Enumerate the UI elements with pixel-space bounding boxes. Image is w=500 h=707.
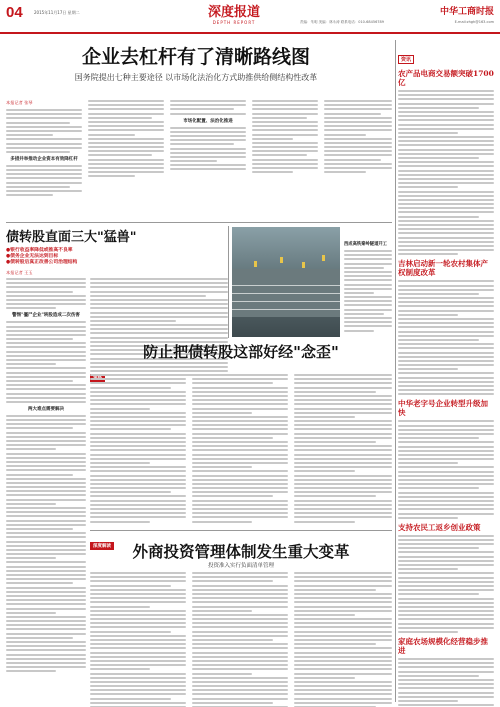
- page-number: 04: [6, 4, 23, 21]
- risk-col-2: [192, 374, 288, 525]
- news-brief-body: [398, 420, 494, 518]
- news-brief-body: [398, 90, 494, 255]
- editor-info: 责编：朱明 美编：林永涛 联系电话：010-68456789: [300, 20, 384, 24]
- issue-date: 2015年11月17日 星期二: [34, 10, 80, 15]
- news-brief-tag: 资讯: [398, 55, 414, 64]
- main-byline: 本报记者 张琴: [6, 100, 33, 105]
- main-subheadline: 国务院提出七种主要途径 以市场化法治化方式助推供给侧结构性改革: [74, 73, 318, 82]
- bond-article-col-1: [6, 278, 86, 675]
- risk-col-1: [90, 374, 186, 525]
- news-brief-body: [398, 535, 494, 633]
- main-article-col-4: [252, 100, 318, 175]
- main-subhead-1: 多措并举推动企业资本有效降杠杆: [10, 156, 78, 162]
- bond-headline: 债转股直面三大"猛兽": [6, 230, 137, 245]
- news-brief-body: [398, 658, 494, 707]
- main-article-col-3: [170, 100, 246, 173]
- risk-col-3: [294, 374, 392, 525]
- section-title: 深度报道: [207, 5, 260, 20]
- tunnel-construction-photo: [232, 227, 340, 337]
- photo-caption: [344, 241, 392, 334]
- news-brief-column: [398, 46, 494, 707]
- main-article-col-2: [88, 100, 164, 180]
- section-title-en: DEPTH REPORT: [212, 20, 256, 25]
- bond-article: [6, 226, 228, 279]
- invest-subheadline: 投资准入实行负面清单管理: [207, 563, 274, 569]
- news-photo-block: [232, 227, 392, 337]
- invest-col-1: [90, 572, 186, 707]
- bond-bullet: ●银行收益率降低或推高不良率: [6, 248, 73, 253]
- invest-headline: 外商投资管理体制发生重大变革: [132, 542, 350, 561]
- main-article-col-5: [324, 100, 392, 175]
- bond-bullets: [6, 248, 228, 266]
- column-divider: [395, 40, 396, 702]
- bond-subhead-2: 两大难点需要解决: [28, 406, 64, 412]
- newspaper-name: 中华工商时报: [439, 7, 494, 17]
- news-brief-headline: 中华老字号企业转型升级加快: [398, 399, 488, 418]
- masthead: [0, 0, 500, 34]
- section-divider: [90, 530, 392, 531]
- news-brief-body: [398, 280, 494, 395]
- bond-subhead-1: 警惕"僵尸企业"转股造成二次伤害: [12, 313, 80, 319]
- photo-caption-title: 西成高铁秦岭隧道开工: [344, 242, 387, 247]
- main-subhead-2: 市场化配置、法治化推进: [183, 118, 233, 124]
- invest-col-3: [294, 572, 392, 707]
- bond-bullet: ●债转股后真正改善公司治理结构: [6, 260, 78, 265]
- invest-col-2: [192, 572, 288, 707]
- news-brief-headline: 支持农民工返乡创业政策: [398, 522, 481, 532]
- news-brief-headline: 农产品电商交易额突破1700亿: [398, 69, 494, 87]
- news-brief-headline: 吉林启动新一轮农村集体产权制度改革: [398, 259, 488, 278]
- bond-byline: 本报记者 王玉: [6, 270, 33, 275]
- bond-bullet: ●债务企业无法达到目标: [6, 254, 59, 259]
- main-headline-block: [0, 46, 392, 83]
- section-divider: [6, 222, 392, 223]
- column-divider: [228, 226, 229, 338]
- main-article-col-1: [6, 100, 82, 198]
- risk-headline: 防止把债转股这部好经"念歪": [143, 343, 339, 361]
- contact-info: E-mail:zhgh@163.com: [454, 20, 494, 24]
- main-headline: 企业去杠杆有了清晰路线图: [81, 46, 310, 68]
- invest-tag: 深度解读: [90, 542, 114, 550]
- news-brief-headline: 家庭农场规模化经营稳步推进: [398, 637, 488, 655]
- section-header: [194, 6, 274, 28]
